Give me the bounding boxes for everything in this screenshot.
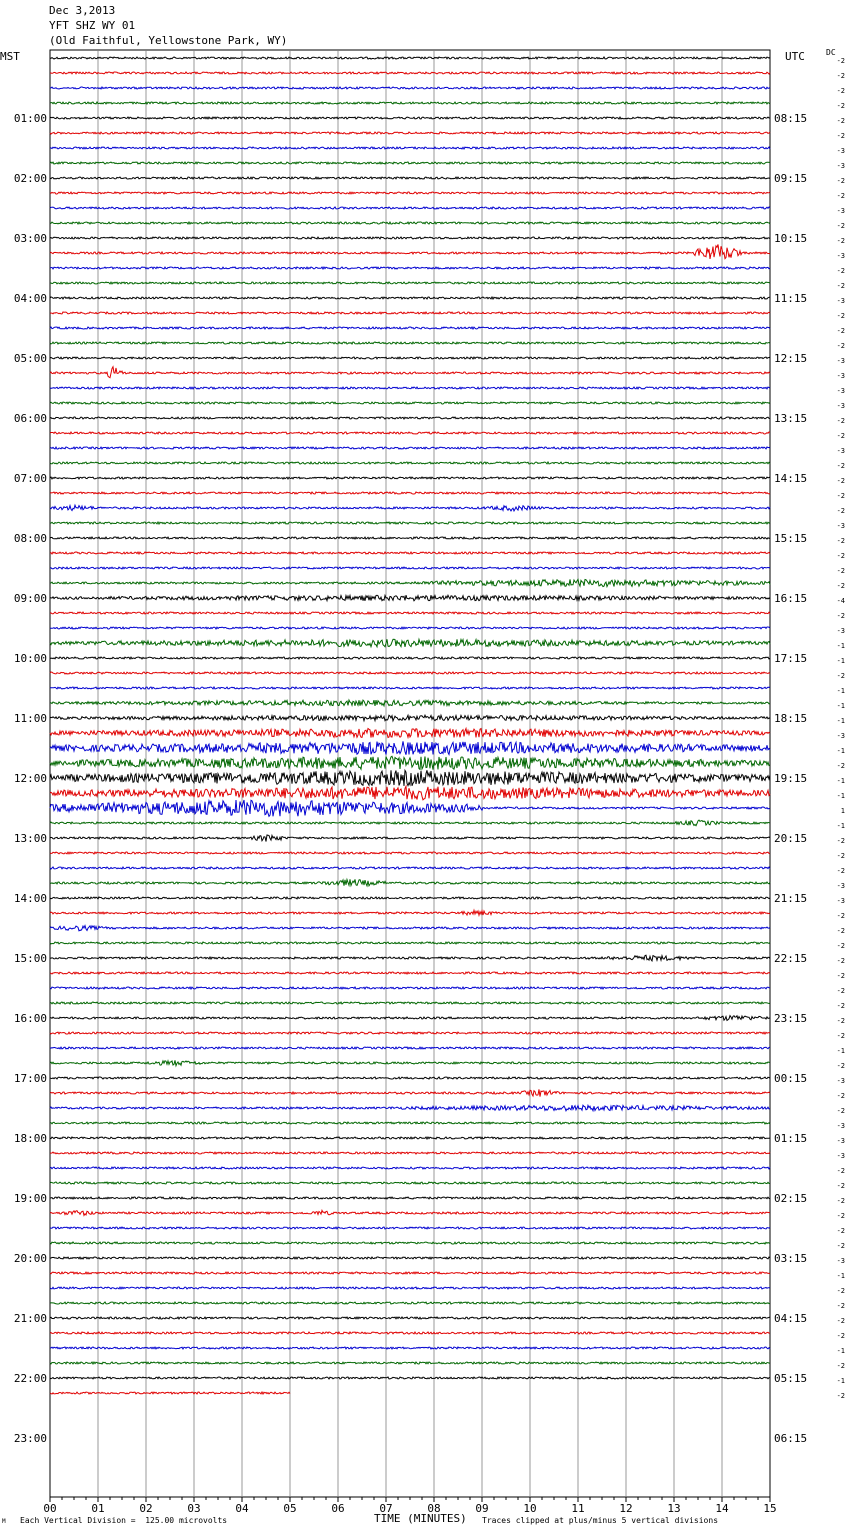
x-tick-label: 14 [715, 1502, 729, 1515]
station-location: (Old Faithful, Yellowstone Park, WY) [49, 34, 288, 47]
seismic-trace [50, 715, 770, 721]
dc-offset-label: -2 [836, 1017, 845, 1025]
dc-offset-label: -2 [836, 762, 845, 770]
seismic-trace [50, 1362, 770, 1364]
dc-offset-label: -2 [836, 327, 845, 335]
seismic-trace [50, 879, 770, 886]
chart-date: Dec 3,2013 [49, 4, 116, 17]
seismic-trace [50, 942, 770, 944]
seismic-trace [50, 972, 770, 974]
seismic-trace [50, 387, 770, 389]
seismic-trace [50, 297, 770, 299]
utc-hour-label: 06:15 [774, 1432, 808, 1445]
mst-hour-label: 16:00 [13, 1012, 47, 1025]
seismic-trace [50, 267, 770, 269]
utc-hour-label: 12:15 [774, 352, 808, 365]
clip-note: Traces clipped at plus/minus 5 vertical divisions [482, 1516, 719, 1525]
seismic-trace [50, 926, 770, 931]
dc-offset-label: -1 [836, 822, 845, 830]
seismic-trace [50, 1392, 290, 1394]
dc-offset-label: -2 [836, 1392, 845, 1400]
x-tick-label: 05 [283, 1502, 297, 1515]
seismic-trace [50, 756, 770, 769]
x-tick-label: 07 [379, 1502, 393, 1515]
seismic-trace [50, 567, 770, 569]
seismic-trace [50, 579, 770, 586]
x-tick-label: 04 [235, 1502, 249, 1515]
dc-offset-label: -2 [836, 942, 845, 950]
seismic-trace [50, 72, 770, 74]
utc-hour-label: 10:15 [774, 232, 808, 245]
seismic-trace [50, 1287, 770, 1289]
x-tick-label: 11 [571, 1502, 585, 1515]
seismic-trace [50, 87, 770, 89]
dc-offset-label: -2 [836, 1182, 845, 1190]
utc-hour-label: 00:15 [774, 1072, 808, 1085]
dc-offset-label: -2 [836, 132, 845, 140]
dc-offset-label: -3 [836, 357, 845, 365]
dc-offset-label: -3 [836, 1137, 845, 1145]
mst-hour-label: 04:00 [13, 292, 47, 305]
utc-hour-label: 22:15 [774, 952, 808, 965]
dc-offset-label: 1 [840, 807, 845, 815]
mst-hour-label: 01:00 [13, 112, 47, 125]
dc-offset-label: -2 [836, 567, 845, 575]
dc-offset-label: -3 [836, 162, 845, 170]
dc-offset-label: -2 [836, 87, 845, 95]
seismic-trace [50, 57, 770, 59]
dc-offset-label: -2 [836, 177, 845, 185]
dc-offset-label: -3 [836, 897, 845, 905]
utc-hour-label: 21:15 [774, 892, 808, 905]
dc-offset-label: -1 [836, 1047, 845, 1055]
dc-offset-label: -1 [836, 702, 845, 710]
scale-note: Each Vertical Division = 125.00 microvolts [20, 1516, 228, 1525]
dc-offset-label: -3 [836, 1257, 845, 1265]
dc-offset-label: -2 [836, 57, 845, 65]
x-tick-label: 15 [763, 1502, 777, 1515]
mst-hour-label: 14:00 [13, 892, 47, 905]
mst-hour-label: 20:00 [13, 1252, 47, 1265]
mst-hour-label: 19:00 [13, 1192, 47, 1205]
seismic-trace [50, 1302, 770, 1304]
mst-hour-label: 05:00 [13, 352, 47, 365]
dc-offset-label: -2 [836, 537, 845, 545]
seismic-trace [50, 1167, 770, 1169]
seismic-trace [50, 987, 770, 989]
utc-hour-label: 03:15 [774, 1252, 808, 1265]
seismic-trace [50, 237, 770, 239]
utc-hour-label: 11:15 [774, 292, 808, 305]
dc-offset-label: -2 [836, 417, 845, 425]
x-tick-label: 09 [475, 1502, 489, 1515]
seismic-trace [50, 786, 770, 800]
dc-offset-label: -3 [836, 1122, 845, 1130]
dc-offset-label: -2 [836, 312, 845, 320]
dc-offset-label: -1 [836, 777, 845, 785]
seismic-trace [50, 357, 770, 359]
mst-hour-label: 07:00 [13, 472, 47, 485]
seismic-trace [50, 177, 770, 179]
mst-hour-label: 11:00 [13, 712, 47, 725]
dc-offset-label: -3 [836, 372, 845, 380]
dc-offset-label: -4 [836, 597, 845, 605]
dc-offset-label: -2 [836, 987, 845, 995]
dc-offset-label: -3 [836, 402, 845, 410]
seismic-trace [50, 327, 770, 329]
seismic-trace [50, 729, 770, 738]
seismic-trace [50, 835, 770, 842]
dc-offset-label: -1 [836, 657, 845, 665]
dc-offset-label: -3 [836, 882, 845, 890]
seismic-trace [50, 447, 770, 449]
dc-offset-label: -2 [836, 927, 845, 935]
dc-offset-label: -3 [836, 387, 845, 395]
seismic-trace [50, 1032, 770, 1034]
mst-hour-label: 18:00 [13, 1132, 47, 1145]
corner-mark: M [2, 1518, 6, 1525]
dc-offset-label: -2 [836, 612, 845, 620]
dc-offset-label: -2 [836, 1212, 845, 1220]
dc-offset-label: -3 [836, 447, 845, 455]
utc-hour-label: 14:15 [774, 472, 808, 485]
mst-hour-label: 15:00 [13, 952, 47, 965]
dc-offset-label: -2 [836, 672, 845, 680]
dc-offset-label: -2 [836, 117, 845, 125]
mst-hour-label: 23:00 [13, 1432, 47, 1445]
dc-offset-label: -2 [836, 222, 845, 230]
mst-hour-label: 13:00 [13, 832, 47, 845]
seismic-trace [50, 612, 770, 614]
dc-offset-label: -2 [836, 912, 845, 920]
seismic-trace [50, 1257, 770, 1259]
seismic-trace [50, 1227, 770, 1229]
x-tick-label: 12 [619, 1502, 633, 1515]
utc-hour-label: 15:15 [774, 532, 808, 545]
x-tick-label: 02 [139, 1502, 153, 1515]
dc-offset-label: -2 [836, 1002, 845, 1010]
seismic-trace [50, 207, 770, 209]
seismic-trace [50, 342, 770, 344]
seismic-trace [50, 102, 770, 104]
seismic-trace [50, 1197, 770, 1199]
dc-offset-label: -2 [836, 1302, 845, 1310]
dc-offset-label: -2 [836, 507, 845, 515]
seismic-trace [50, 700, 770, 706]
seismic-trace [50, 1122, 770, 1124]
dc-offset-label: -3 [836, 627, 845, 635]
dc-offset-label: -2 [836, 1062, 845, 1070]
dc-offset-label: -2 [836, 957, 845, 965]
seismic-trace [50, 657, 770, 659]
seismic-trace [50, 117, 770, 119]
utc-hour-label: 17:15 [774, 652, 808, 665]
seismic-trace [50, 1332, 770, 1334]
seismic-trace [50, 162, 770, 164]
dc-offset-label: -2 [836, 1092, 845, 1100]
seismic-trace [50, 492, 770, 494]
dc-offset-label: -2 [836, 1107, 845, 1115]
dc-offset-label: -3 [836, 1077, 845, 1085]
seismic-trace [50, 147, 770, 149]
mst-hour-label: 21:00 [13, 1312, 47, 1325]
x-tick-label: 00 [43, 1502, 57, 1515]
dc-offset-label: -2 [836, 1167, 845, 1175]
x-tick-label: 01 [91, 1502, 105, 1515]
seismic-trace [50, 1152, 770, 1154]
dc-offset-label: -2 [836, 342, 845, 350]
dc-offset-label: -2 [836, 1242, 845, 1250]
dc-offset-label: -2 [836, 852, 845, 860]
utc-hour-label: 05:15 [774, 1372, 808, 1385]
dc-column-label: DC [826, 48, 836, 57]
dc-offset-label: -3 [836, 522, 845, 530]
utc-hour-label: 18:15 [774, 712, 808, 725]
utc-hour-label: 13:15 [774, 412, 808, 425]
seismic-trace [50, 910, 770, 915]
dc-offset-label: -2 [836, 267, 845, 275]
utc-hour-label: 09:15 [774, 172, 808, 185]
seismic-trace [50, 1272, 770, 1274]
seismic-trace [50, 1182, 770, 1184]
dc-offset-label: -2 [836, 282, 845, 290]
utc-hour-label: 23:15 [774, 1012, 808, 1025]
dc-offset-label: -2 [836, 477, 845, 485]
utc-hour-label: 19:15 [774, 772, 808, 785]
utc-hour-label: 02:15 [774, 1192, 808, 1205]
mst-hour-label: 08:00 [13, 532, 47, 545]
dc-offset-label: -2 [836, 837, 845, 845]
seismic-trace [50, 627, 770, 629]
seismic-trace [50, 595, 770, 601]
seismic-trace [50, 1089, 770, 1096]
dc-offset-label: -2 [836, 867, 845, 875]
seismic-trace [50, 462, 770, 464]
seismic-trace [50, 800, 770, 816]
x-axis-title: TIME (MINUTES) [374, 1512, 467, 1525]
dc-offset-label: -1 [836, 1347, 845, 1355]
dc-offset-label: -2 [836, 1227, 845, 1235]
dc-offset-label: -1 [836, 1272, 845, 1280]
seismic-trace [50, 1002, 770, 1004]
dc-offset-label: -2 [836, 102, 845, 110]
dc-offset-label: -2 [836, 1317, 845, 1325]
mst-hour-label: 17:00 [13, 1072, 47, 1085]
seismic-trace [50, 1077, 770, 1079]
x-tick-label: 08 [427, 1502, 441, 1515]
mst-hour-label: 12:00 [13, 772, 47, 785]
seismic-trace [50, 244, 770, 259]
utc-hour-label: 01:15 [774, 1132, 808, 1145]
x-tick-label: 10 [523, 1502, 537, 1515]
dc-offset-label: -2 [836, 237, 845, 245]
seismic-trace [50, 1317, 770, 1319]
dc-offset-label: -2 [836, 552, 845, 560]
dc-offset-label: -1 [836, 1377, 845, 1385]
x-tick-label: 06 [331, 1502, 345, 1515]
dc-offset-label: -2 [836, 1287, 845, 1295]
seismic-trace [50, 1047, 770, 1049]
seismic-trace [50, 639, 770, 647]
mst-hour-label: 22:00 [13, 1372, 47, 1385]
mst-hour-label: 03:00 [13, 232, 47, 245]
utc-hour-label: 04:15 [774, 1312, 808, 1325]
seismic-trace [50, 741, 770, 754]
seismic-trace [50, 955, 770, 961]
station-code: YFT SHZ WY 01 [49, 19, 136, 32]
seismic-trace [50, 417, 770, 419]
right-timezone-label: UTC [785, 50, 805, 63]
seismic-trace [50, 402, 770, 404]
dc-offset-label: -2 [836, 462, 845, 470]
seismic-trace [50, 820, 770, 826]
dc-offset-label: -2 [836, 972, 845, 980]
x-tick-label: 13 [667, 1502, 681, 1515]
dc-offset-label: -3 [836, 297, 845, 305]
seismic-trace [50, 1377, 770, 1379]
dc-offset-label: -3 [836, 207, 845, 215]
seismic-trace [50, 477, 770, 479]
dc-offset-label: -1 [836, 792, 845, 800]
dc-offset-label: -3 [836, 732, 845, 740]
mst-hour-label: 06:00 [13, 412, 47, 425]
seismic-trace [50, 1347, 770, 1349]
mst-hour-label: 10:00 [13, 652, 47, 665]
dc-offset-label: -3 [836, 147, 845, 155]
seismic-trace [50, 537, 770, 539]
seismic-trace [50, 770, 770, 786]
mst-hour-label: 02:00 [13, 172, 47, 185]
dc-offset-label: -2 [836, 432, 845, 440]
left-timezone-label: MST [0, 50, 20, 63]
seismic-trace [50, 1016, 770, 1021]
dc-offset-label: -2 [836, 1332, 845, 1340]
utc-hour-label: 16:15 [774, 592, 808, 605]
plot-frame [50, 50, 770, 1497]
dc-offset-label: -2 [836, 1032, 845, 1040]
seismic-trace [50, 432, 770, 434]
seismic-trace [50, 867, 770, 869]
seismic-trace [50, 1242, 770, 1244]
utc-hour-label: 08:15 [774, 112, 808, 125]
utc-hour-label: 20:15 [774, 832, 808, 845]
dc-offset-label: -3 [836, 1152, 845, 1160]
dc-offset-label: -1 [836, 717, 845, 725]
x-tick-label: 03 [187, 1502, 201, 1515]
dc-offset-label: -3 [836, 252, 845, 260]
dc-offset-label: -1 [836, 687, 845, 695]
dc-offset-label: -2 [836, 1197, 845, 1205]
seismic-trace [50, 1137, 770, 1139]
mst-hour-label: 09:00 [13, 592, 47, 605]
seismic-trace [50, 192, 770, 194]
seismic-trace [50, 1210, 770, 1215]
dc-offset-label: -2 [836, 582, 845, 590]
dc-offset-label: -2 [836, 72, 845, 80]
seismic-trace [50, 282, 770, 284]
seismic-trace [50, 852, 770, 854]
seismic-trace [50, 687, 770, 689]
seismic-trace [50, 897, 770, 899]
seismic-trace [50, 367, 770, 378]
seismic-trace [50, 1105, 770, 1111]
seismic-trace [50, 505, 770, 511]
dc-offset-label: -2 [836, 192, 845, 200]
dc-offset-label: -1 [836, 642, 845, 650]
dc-offset-label: -1 [836, 747, 845, 755]
seismic-trace [50, 522, 770, 524]
dc-offset-label: -2 [836, 1362, 845, 1370]
seismic-trace [50, 552, 770, 554]
seismic-trace [50, 312, 770, 314]
seismic-trace [50, 1060, 770, 1065]
seismic-trace [50, 222, 770, 224]
dc-offset-label: -2 [836, 492, 845, 500]
seismic-trace [50, 132, 770, 134]
seismic-trace [50, 672, 770, 674]
